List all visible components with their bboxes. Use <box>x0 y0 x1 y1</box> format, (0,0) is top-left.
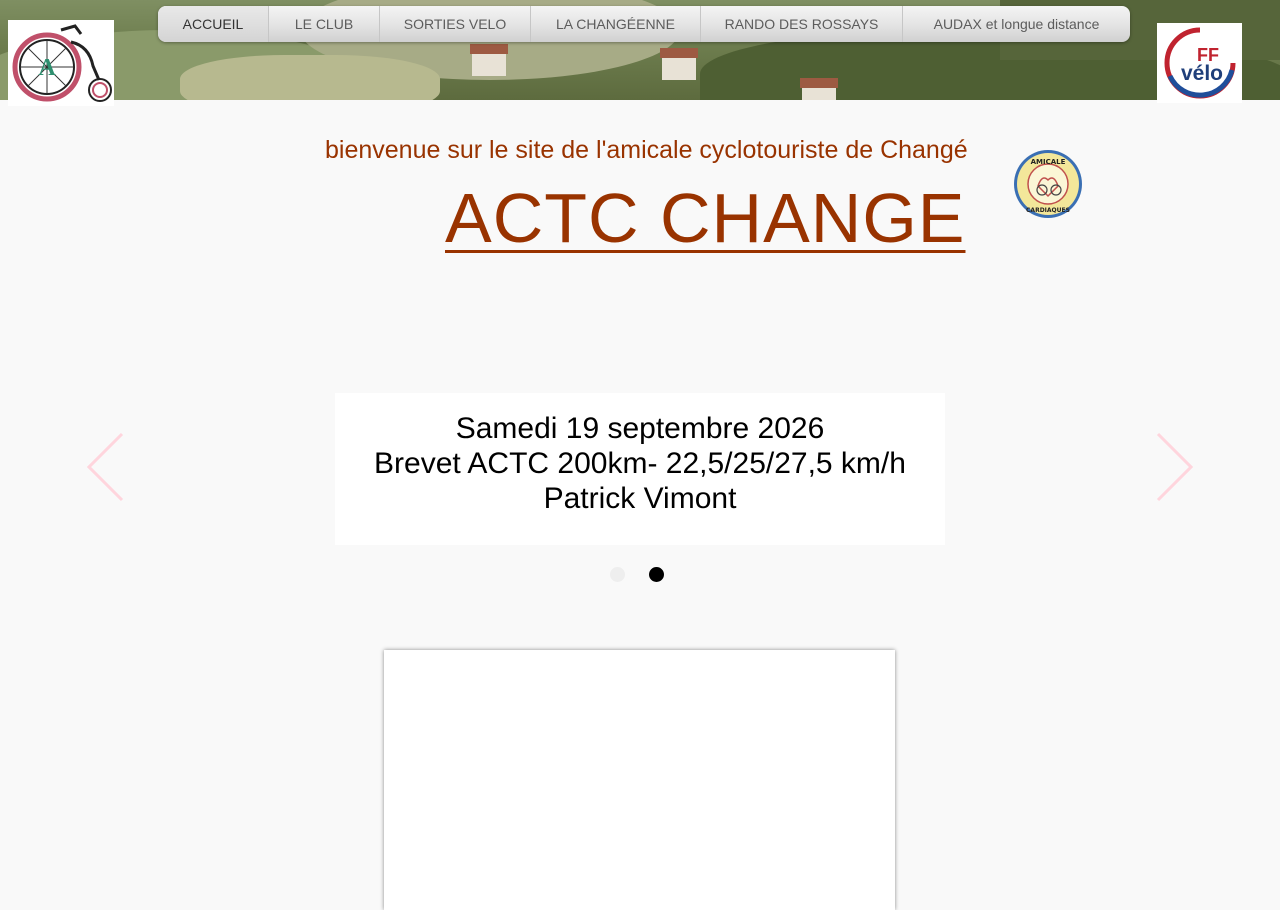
main-nav <box>158 6 1130 42</box>
slide-date: Samedi 19 septembre 2026 <box>455 412 825 445</box>
ff-logo-text: FF <box>1196 45 1219 65</box>
svg-text:A: A <box>38 55 56 81</box>
penny-farthing-logo-icon <box>9 20 113 106</box>
slide-contact: Patrick Vimont <box>543 482 737 515</box>
chevron-right-icon[interactable] <box>1154 432 1194 502</box>
slide-event: Brevet ACTC 200km- 22,5/25/27,5 km/h <box>374 447 906 480</box>
nav-item-accueil[interactable]: ACCUEIL <box>158 6 269 42</box>
nav-item-sorties-velo[interactable]: SORTIES VELO <box>380 6 531 42</box>
velo-logo-text: vélo <box>1180 62 1223 85</box>
amicale-cyclos-cardiaques-badge-icon[interactable] <box>1012 148 1084 220</box>
slide-indicators <box>610 567 664 582</box>
nav-item-la-changeenne[interactable]: LA CHANGÉENNE <box>531 6 701 42</box>
svg-text:CARDIAQUES: CARDIAQUES <box>1026 207 1070 214</box>
welcome-text: bienvenue sur le site de l'amicale cyclotouriste de Changé <box>325 136 968 164</box>
nav-item-audax[interactable]: AUDAX et longue distance <box>933 16 1100 32</box>
svg-text:AMICALE: AMICALE <box>1030 158 1066 166</box>
club-logo[interactable] <box>8 20 114 106</box>
slide-dot-2[interactable] <box>649 567 664 582</box>
nav-item-rando-des-rossays[interactable]: RANDO DES ROSSAYS <box>701 6 903 42</box>
site-title-link[interactable]: ACTC CHANGE <box>445 179 966 257</box>
ff-velo-logo[interactable] <box>1157 23 1242 103</box>
nav-item-le-club[interactable]: LE CLUB <box>269 6 380 42</box>
slide-card <box>335 393 945 545</box>
ff-velo-logo-icon <box>1158 24 1242 102</box>
embedded-content-frame <box>384 650 895 910</box>
chevron-left-icon[interactable] <box>86 432 126 502</box>
event-slideshow <box>0 344 1280 592</box>
slide-dot-1[interactable] <box>610 567 625 582</box>
